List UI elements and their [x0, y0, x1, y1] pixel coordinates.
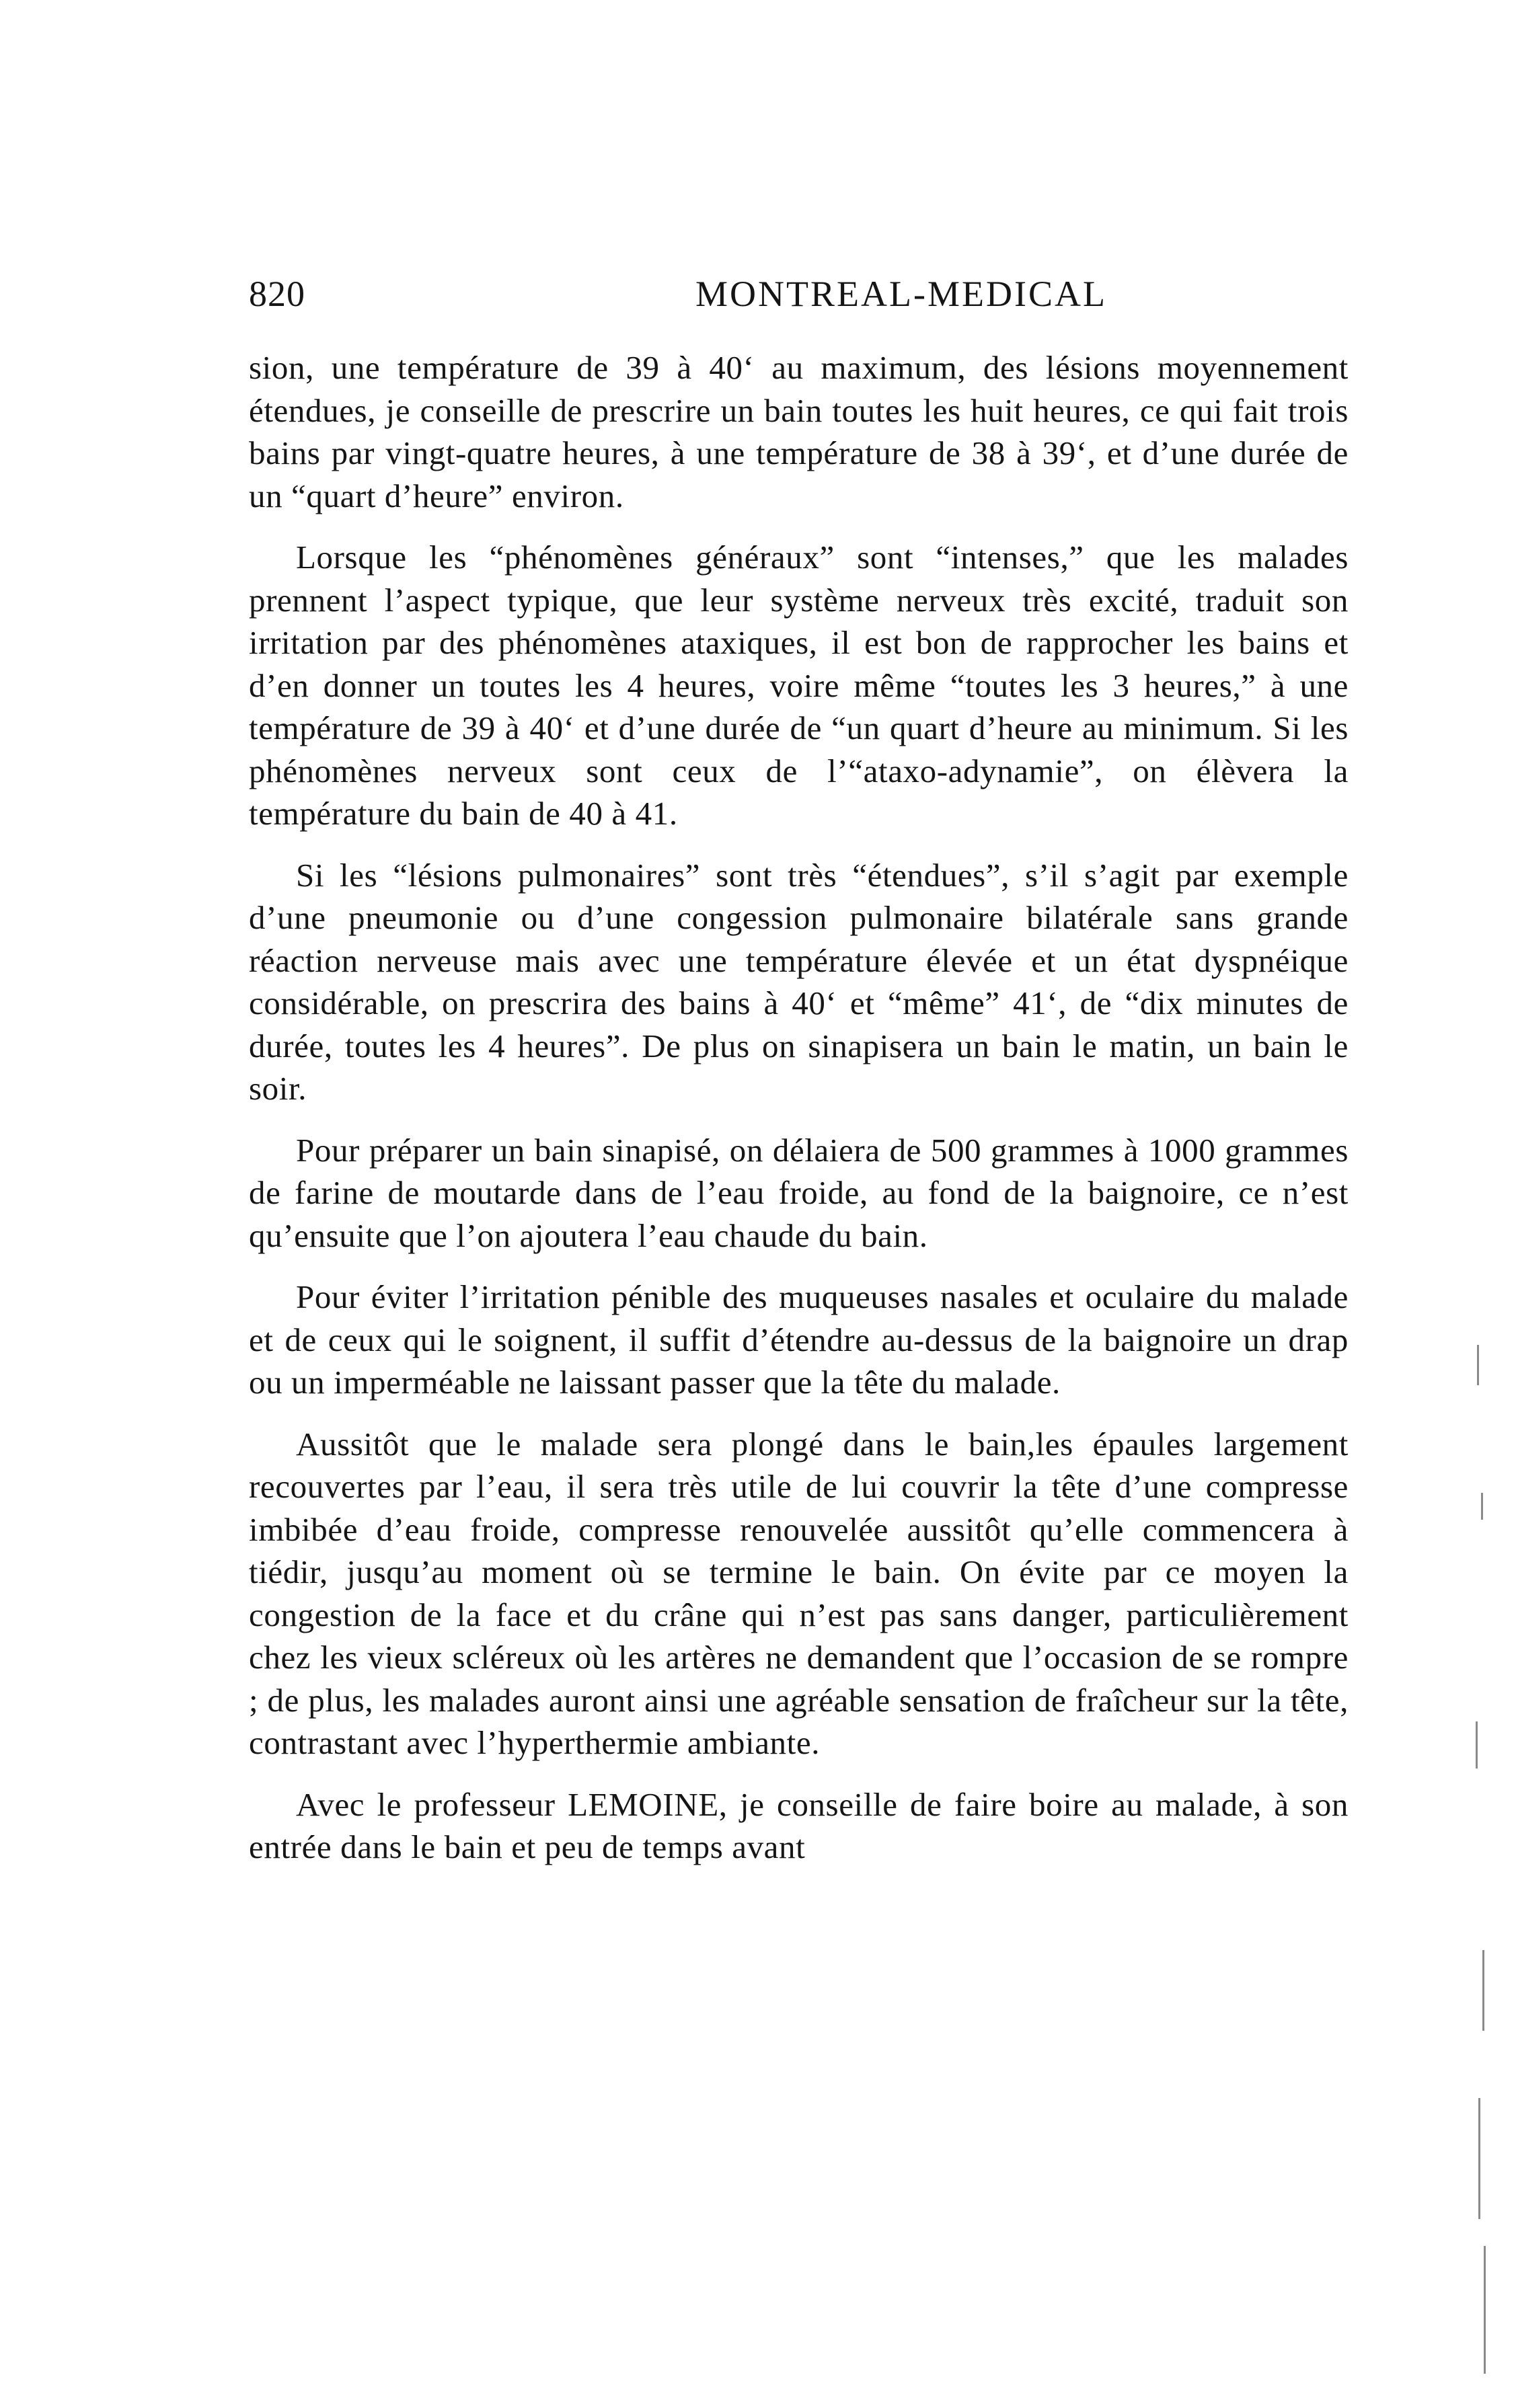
scan-gutter-marks [1469, 1345, 1496, 2380]
scan-mark [1477, 1345, 1479, 1385]
body-text [249, 346, 1349, 1888]
page-number: 820 [249, 274, 305, 314]
paragraph-lemoine: Avec le professeur LEMOINE, je conseille de faire boire au malade, à son entrée dans le bain et peu de temps avant [249, 1785, 1349, 1865]
scan-mark [1478, 2098, 1480, 2219]
paragraph-general-phenomena: Lorsque les “phénomènes généraux” sont “intenses,” que les malades prennent l’aspect typique, que leur système nerveux très excité, traduit son irritation par des phénomènes ataxiques, il est bon de rapprocher les bains et d’en donner un toutes les 4 heures, voire même “toutes les 3 heures,” à une température de 39 à 40‘ et d’une durée de “un quart d’heure au minimum. Si les phénomènes nerveux sont ceux de l’“ataxo-adynamie”, on élèvera la température du bain de 40 à 41. [249, 539, 1349, 832]
paragraph-irritation: Pour éviter l’irritation pénible des muqueuses nasales et oculaire du malade et de ceux qui le soignent, il suffit d’étendre au-dessus de la baignoire un drap ou un imperméable ne laissant passer que la tête du malade. [249, 1278, 1349, 1401]
journal-title: MONTREAL-MEDICAL [695, 274, 1107, 314]
paragraph-pulmonary-lesions: Si les “lésions pulmonaires” sont très “étendues”, s’il s’agit par exemple d’une pneumonie ou d’une congession pulmonaire bilatérale sans grande réaction nerveuse mais avec une température élevée et un état dyspnéique considérable, on prescrira des bains à 40‘ et “même” 41‘, de “dix minutes de durée, toutes les 4 heures”. De plus on sinapisera un bain le matin, un bain le soir. [249, 856, 1349, 1107]
paragraph-compress: Aussitôt que le malade sera plongé dans le bain,les épaules largement recouvertes par l’eau, il sera très utile de lui couvrir la tête d’une compresse imbibée d’eau froide, compresse renouvelée aussitôt qu’elle commencera à tiédir, jusqu’au moment où se termine le bain. On évite par ce moyen la congestion de la face et du crâne qui n’est pas sans danger, particulièrement chez les vieux scléreux où les artères ne demandent que l’occasion de se rompre ; de plus, les malades auront ainsi une agréable sensation de fraîcheur sur la tête, contrastant avec l’hyperthermie ambiante. [249, 1425, 1349, 1761]
scan-mark [1484, 2246, 1486, 2374]
scan-mark [1476, 1721, 1478, 1769]
paragraph-sinapised-bath: Pour préparer un bain sinapisé, on délaiera de 500 grammes à 1000 grammes de farine de moutarde dans de l’eau froide, au fond de la baignoire, ce n’est qu’ensuite que l’on ajoutera l’eau chaude du bain. [249, 1131, 1349, 1254]
paragraph-continued: sion, une température de 39 à 40‘ au maximum, des lésions moyennement étendues, je conseille de prescrire un bain toutes les huit heures, ce qui fait trois bains par vingt-quatre heures, à une température de 38 à 39‘, et d’une durée de un “quart d’heure” environ. [249, 349, 1349, 514]
scan-mark [1482, 1950, 1484, 2031]
running-head [249, 264, 1349, 324]
scan-mark [1481, 1493, 1483, 1520]
